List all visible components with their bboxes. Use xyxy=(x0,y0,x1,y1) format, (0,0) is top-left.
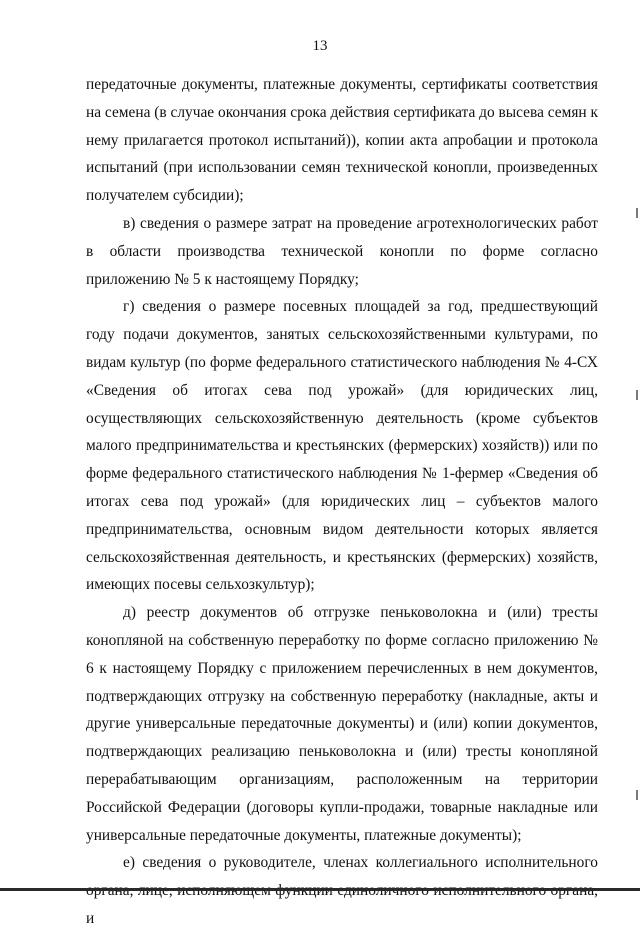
document-body xyxy=(86,71,598,933)
paragraph-item-v: в) сведения о размере затрат на проведение агротехнологических работ в области производства технической конопли по форме согласно приложению № 5 к настоящему Порядку; xyxy=(86,214,598,288)
paragraph-item-d: д) реестр документов об отгрузке пеньковолокна и (или) тресты конопляной на собственную переработку по форме согласно приложению № 6 к настоящему Порядку с приложением перечисленных в нем документов, подтверждающих отгрузку на собственную переработку (накладные, акты и другие универсальные передаточные документы) и (или) копии документов, подтверждающих реализацию пеньковолокна и (или) тресты конопляной перерабатывающим организациям, расположенным на территории Российской Федерации (договоры купли-продажи, товарные накладные или универсальные передаточные документы, платежные документы); xyxy=(86,604,598,844)
paragraph-item-g: г) сведения о размере посевных площадей за год, предшествующий году подачи документов, занятых сельскохозяйственными культурами, по видам культур (по форме федерального статистического наблюдения № 4-СХ «Сведения об итогах сева под урожай» (для юридических лиц, осуществляющих сельскохозяйственную деятельность (кроме субъектов малого предпринимательства и крестьянских (фермерских) хозяйств)) или по форме федерального статистического наблюдения № 1-фермер «Сведения об итогах сева под урожай» (для юридических лиц – субъектов малого предпринимательства, основным видом деятельности которых является сельскохозяйственная деятельность, и крестьянских (фермерских) хозяйств, имеющих посевы сельхозкультур); xyxy=(86,298,598,594)
scan-artifact-mark xyxy=(636,790,638,800)
paragraph-item-e: е) сведения о руководителе, членах коллегиального исполнительного и xyxy=(86,854,598,927)
paragraph-continuation: передаточные документы, платежные документы, сертификаты соответствия на семена (в случае окончания срока действия сертификата до высева семян к нему прилагается протокол испытаний)), копии акта апробации и протокола испытаний (при использовании семян технической конопли, произведенных получателем субсидии); xyxy=(86,76,598,205)
page-number: 13 xyxy=(312,38,328,54)
scan-artifact-mark xyxy=(636,208,638,218)
scan-bottom-edge-line xyxy=(0,888,640,891)
scan-artifact-mark xyxy=(636,390,638,400)
